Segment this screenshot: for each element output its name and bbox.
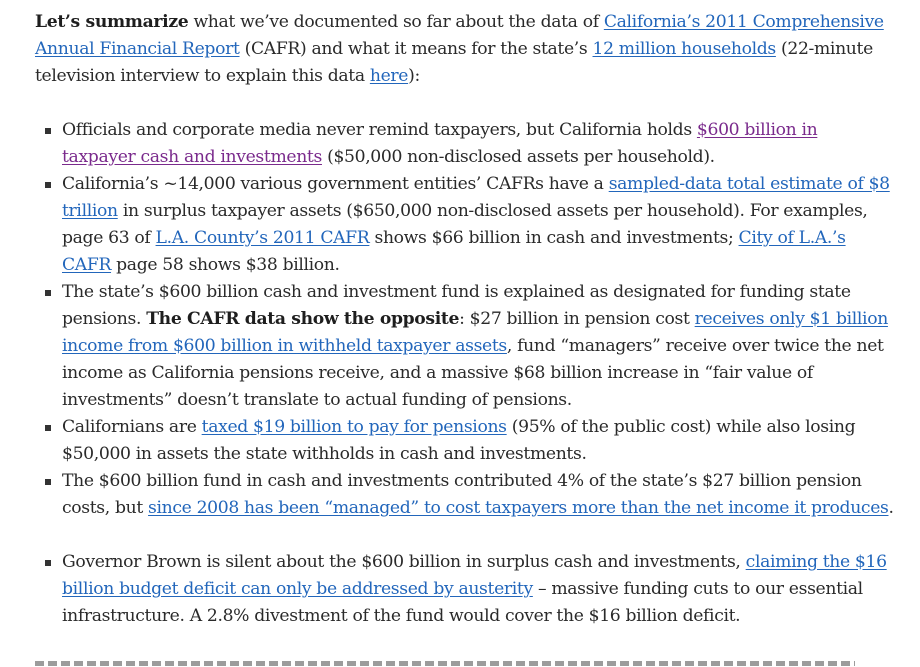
- summary-list: [35, 117, 895, 522]
- la-county-cafr-link[interactable]: L.A. County’s 2011 CAFR: [155, 228, 370, 248]
- bullet-text: Governor Brown is silent about the $600 billion in surplus cash and investments,: [62, 552, 746, 572]
- bullet-text: Officials and corporate media never remind taxpayers, but California holds: [62, 120, 697, 140]
- bullet-text: .: [888, 498, 894, 518]
- bullet-text: The $600 billion fund in cash and investments contributed 4% of the state’s $27 billion pension costs, but: [62, 471, 862, 518]
- sampled-estimate-link[interactable]: sampled-data total estimate of $8 trillion: [62, 174, 890, 221]
- intro-paragraph: [35, 9, 895, 90]
- list-item: [35, 468, 895, 522]
- list-spacer: [35, 522, 895, 549]
- intro-text-3: (22-minute television interview to explain this data: [35, 39, 873, 86]
- cut-off-text-fragment: [35, 661, 855, 666]
- city-la-cafr-link[interactable]: City of L.A.’s CAFR: [62, 228, 846, 275]
- bullet-text: in surplus taxpayer assets ($650,000 non-disclosed assets per household). For examples, page 63 of: [62, 201, 868, 248]
- interview-here-link[interactable]: here: [369, 66, 409, 86]
- intro-text-1: what we’ve documented so far about the data of: [188, 12, 604, 32]
- intro-text-4: ):: [408, 66, 420, 86]
- cafr-2011-link[interactable]: California’s 2011 Comprehensive Annual Financial Report: [35, 12, 884, 59]
- bullet-text: shows $66 billion in cash and investments;: [369, 228, 739, 248]
- bullet-text: Californians are: [62, 417, 202, 437]
- list-item: [35, 549, 895, 630]
- list-item: [35, 279, 895, 414]
- bullet-text: page 58 shows $38 billion.: [111, 255, 340, 275]
- list-item: [35, 117, 895, 171]
- list-item: [35, 414, 895, 468]
- households-link[interactable]: 12 million households: [592, 39, 776, 59]
- austerity-claim-link[interactable]: claiming the $16 billion budget deficit can only be addressed by austerity: [62, 552, 887, 599]
- bullet-bold: The CAFR data show the opposite: [146, 309, 460, 329]
- bullet-text: ($50,000 non-disclosed assets per household).: [321, 147, 715, 167]
- article-body: [35, 9, 895, 630]
- taxed-pensions-link[interactable]: taxed $19 billion to pay for pensions: [201, 417, 507, 437]
- pension-income-link[interactable]: receives only $1 billion income from $600 billion in withheld taxpayer assets: [62, 309, 888, 356]
- bullet-text: The state’s $600 billion cash and investment fund is explained as designated for funding state pensions.: [62, 282, 851, 329]
- bullet-text: (95% of the public cost) while also losing $50,000 in assets the state withholds in cash and investments.: [62, 417, 856, 464]
- summary-list-continued: [35, 549, 895, 630]
- bullet-text: California’s ~14,000 various government entities’ CAFRs have a: [62, 174, 609, 194]
- intro-text-2: (CAFR) and what it means for the state’s: [239, 39, 593, 59]
- intro-lead: Let’s summarize: [35, 12, 189, 32]
- bullet-text: – massive funding cuts to our essential infrastructure. A 2.8% divestment of the fund would cover the $16 billion deficit.: [62, 579, 863, 626]
- bullet-text: , fund “managers” receive over twice the net income as California pensions receive, and a massive $68 billion increase in “fair value of investments” doesn’t translate to actual funding of pensions.: [62, 336, 884, 410]
- taxpayer-cash-link[interactable]: $600 billion in taxpayer cash and investments: [62, 120, 818, 167]
- list-item: [35, 171, 895, 279]
- cut-off-next-line: [35, 657, 895, 667]
- managed-cost-link[interactable]: since 2008 has been “managed” to cost taxpayers more than the net income it produces: [148, 498, 889, 518]
- bullet-text: : $27 billion in pension cost: [459, 309, 695, 329]
